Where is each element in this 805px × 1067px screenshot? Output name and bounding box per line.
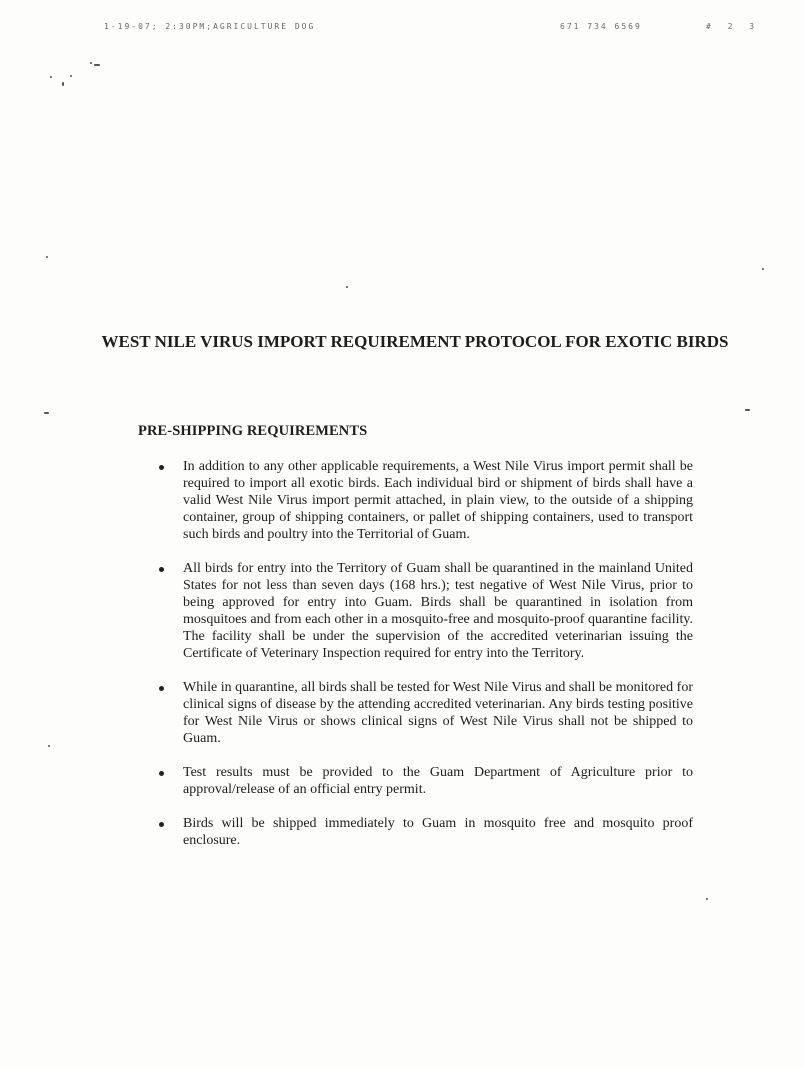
list-item-text: Birds will be shipped immediately to Guam in mosquito free and mosquito proof enclosure. xyxy=(183,816,693,848)
scan-speck xyxy=(48,745,50,747)
bullet-icon xyxy=(159,771,164,776)
list-item xyxy=(183,764,693,798)
list-item-text: All birds for entry into the Territory of Guam shall be quarantined in the mainland United States for not less than seven days (168 hrs.); test negative of West Nile Virus, prior to being approved for entry into Guam. Birds shall be quarantined in isolation from mosquitoes and from each other in a mosquito-free and mosquito-proof quarantine facility. The facility shall be under the supervision of the accredited veterinarian issuing the Certificate of Veterinary Inspection required for entry into the Territory. xyxy=(183,561,693,661)
scan-speck xyxy=(62,82,64,86)
list-item xyxy=(183,815,693,849)
scan-speck xyxy=(46,256,48,258)
scan-speck xyxy=(70,75,72,77)
scan-speck xyxy=(44,412,49,414)
bullet-icon xyxy=(159,686,164,691)
fax-header-phone-number: 671 734 6569 xyxy=(560,22,642,31)
list-item xyxy=(183,560,693,662)
list-item-text: While in quarantine, all birds shall be tested for West Nile Virus and shall be monitored for clinical signs of disease by the attending accredited veterinarian. Any birds testing positive for West Nile Virus or shows clinical signs of West Nile Virus shall not be shipped to Guam. xyxy=(183,680,693,746)
fax-header xyxy=(0,22,805,38)
scan-speck xyxy=(346,286,348,288)
scan-speck xyxy=(50,76,52,78)
bullet-icon xyxy=(159,822,164,827)
section-heading: PRE-SHIPPING REQUIREMENTS xyxy=(138,423,368,439)
scan-speck xyxy=(745,409,750,411)
scan-speck xyxy=(90,62,92,64)
scan-speck xyxy=(706,898,708,900)
list-item-text: Test results must be provided to the Guam Department of Agriculture prior to approval/release of an official entry permit. xyxy=(183,765,693,797)
fax-header-page-number: # 2 3 xyxy=(706,22,757,31)
list-item-text: In addition to any other applicable requirements, a West Nile Virus import permit shall be required to import all exotic birds. Each individual bird or shipment of birds shall have a valid West Nile Virus import permit attached, in plain view, to the outside of a shipping container, group of shipping containers, or pallet of shipping containers, used to transport such birds and poultry into the Territorial of Guam. xyxy=(183,459,693,542)
bullet-icon xyxy=(159,567,164,572)
scan-speck xyxy=(762,268,764,270)
list-item xyxy=(183,458,693,543)
document-title: WEST NILE VIRUS IMPORT REQUIREMENT PROTOCOL FOR EXOTIC BIRDS xyxy=(101,332,729,351)
requirements-list xyxy=(183,458,693,866)
bullet-icon xyxy=(159,465,164,470)
scan-speck xyxy=(94,64,100,66)
fax-header-datetime-sender: 1-19-07; 2:30PM;AGRICULTURE DOG xyxy=(104,22,316,31)
list-item xyxy=(183,679,693,747)
